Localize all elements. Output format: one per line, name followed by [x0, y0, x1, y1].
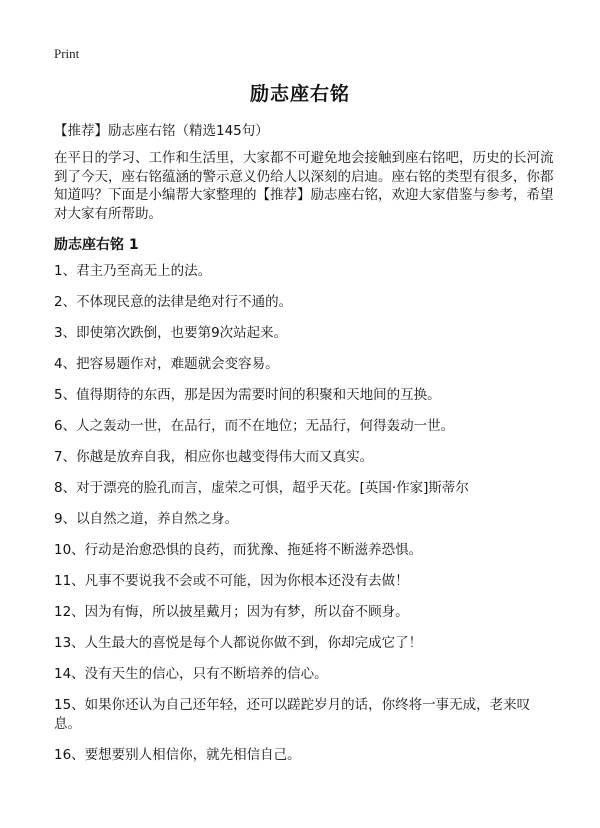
- section-heading: 励志座右铭 1: [54, 237, 139, 253]
- quote-item: 6、人之轰动一世，在品行，而不在地位；无品行，何得轰动一世。: [54, 418, 455, 434]
- quote-item: 14、没有天生的信心，只有不断培养的信心。: [54, 666, 328, 682]
- quote-item: 12、因为有悔，所以披星戴月；因为有梦，所以奋不顾身。: [54, 604, 409, 620]
- quote-item: 16、要想要别人相信你，就先相信自己。: [54, 746, 301, 763]
- quote-item: 9、以自然之道，养自然之身。: [54, 511, 239, 527]
- quote-item: 11、凡事不要说我不会或不可能，因为你根本还没有去做！: [54, 573, 409, 589]
- page-title: 励志座右铭: [249, 83, 350, 105]
- quote-item: 8、对于漂亮的脸孔而言，虚荣之可惧，超乎天花。[英国·作家]斯蒂尔: [54, 480, 469, 496]
- quote-item: 10、行动是治愈恐惧的良药，而犹豫、拖延将不断滋养恐惧。: [54, 542, 423, 558]
- quote-item: 4、把容易题作对，难题就会变容易。: [54, 356, 279, 372]
- intro-paragraph: 在平日的学习、工作和生活里，大家都不可避免地会接触到座右铭吧，历史的长河流到了今天，座右铭蕴涵的警示意义仍给人以深刻的启迪。座右铭的类型有很多，你都知道吗？下面是小编帮大家整理的【推荐】励志座右铭，欢迎大家借鉴与参考，希望对大家有所帮助。: [54, 150, 554, 222]
- quote-item: 3、即使第次跌倒，也要第9次站起来。: [54, 325, 288, 341]
- quote-item: 1、君主乃至高无上的法。: [54, 263, 212, 279]
- quote-item: 7、你越是放弃自我，相应你也越变得伟大而又真实。: [54, 449, 374, 465]
- quote-item: 5、值得期待的东西，那是因为需要时间的积聚和天地间的互换。: [54, 387, 441, 403]
- quote-item: 15、如果你还认为自己还年轻，还可以蹉跎岁月的话，你终将一事无成，老来叹息。: [54, 697, 531, 732]
- quote-item: 2、不体现民意的法律是绝对行不通的。: [54, 294, 293, 310]
- quote-list: [54, 262, 554, 777]
- quote-item: 13、人生最大的喜悦是每个人都说你做不到，你却完成它了！: [54, 635, 423, 651]
- print-link[interactable]: Print: [54, 46, 80, 61]
- recommend-line: 【推荐】励志座右铭（精选145句）: [54, 123, 269, 139]
